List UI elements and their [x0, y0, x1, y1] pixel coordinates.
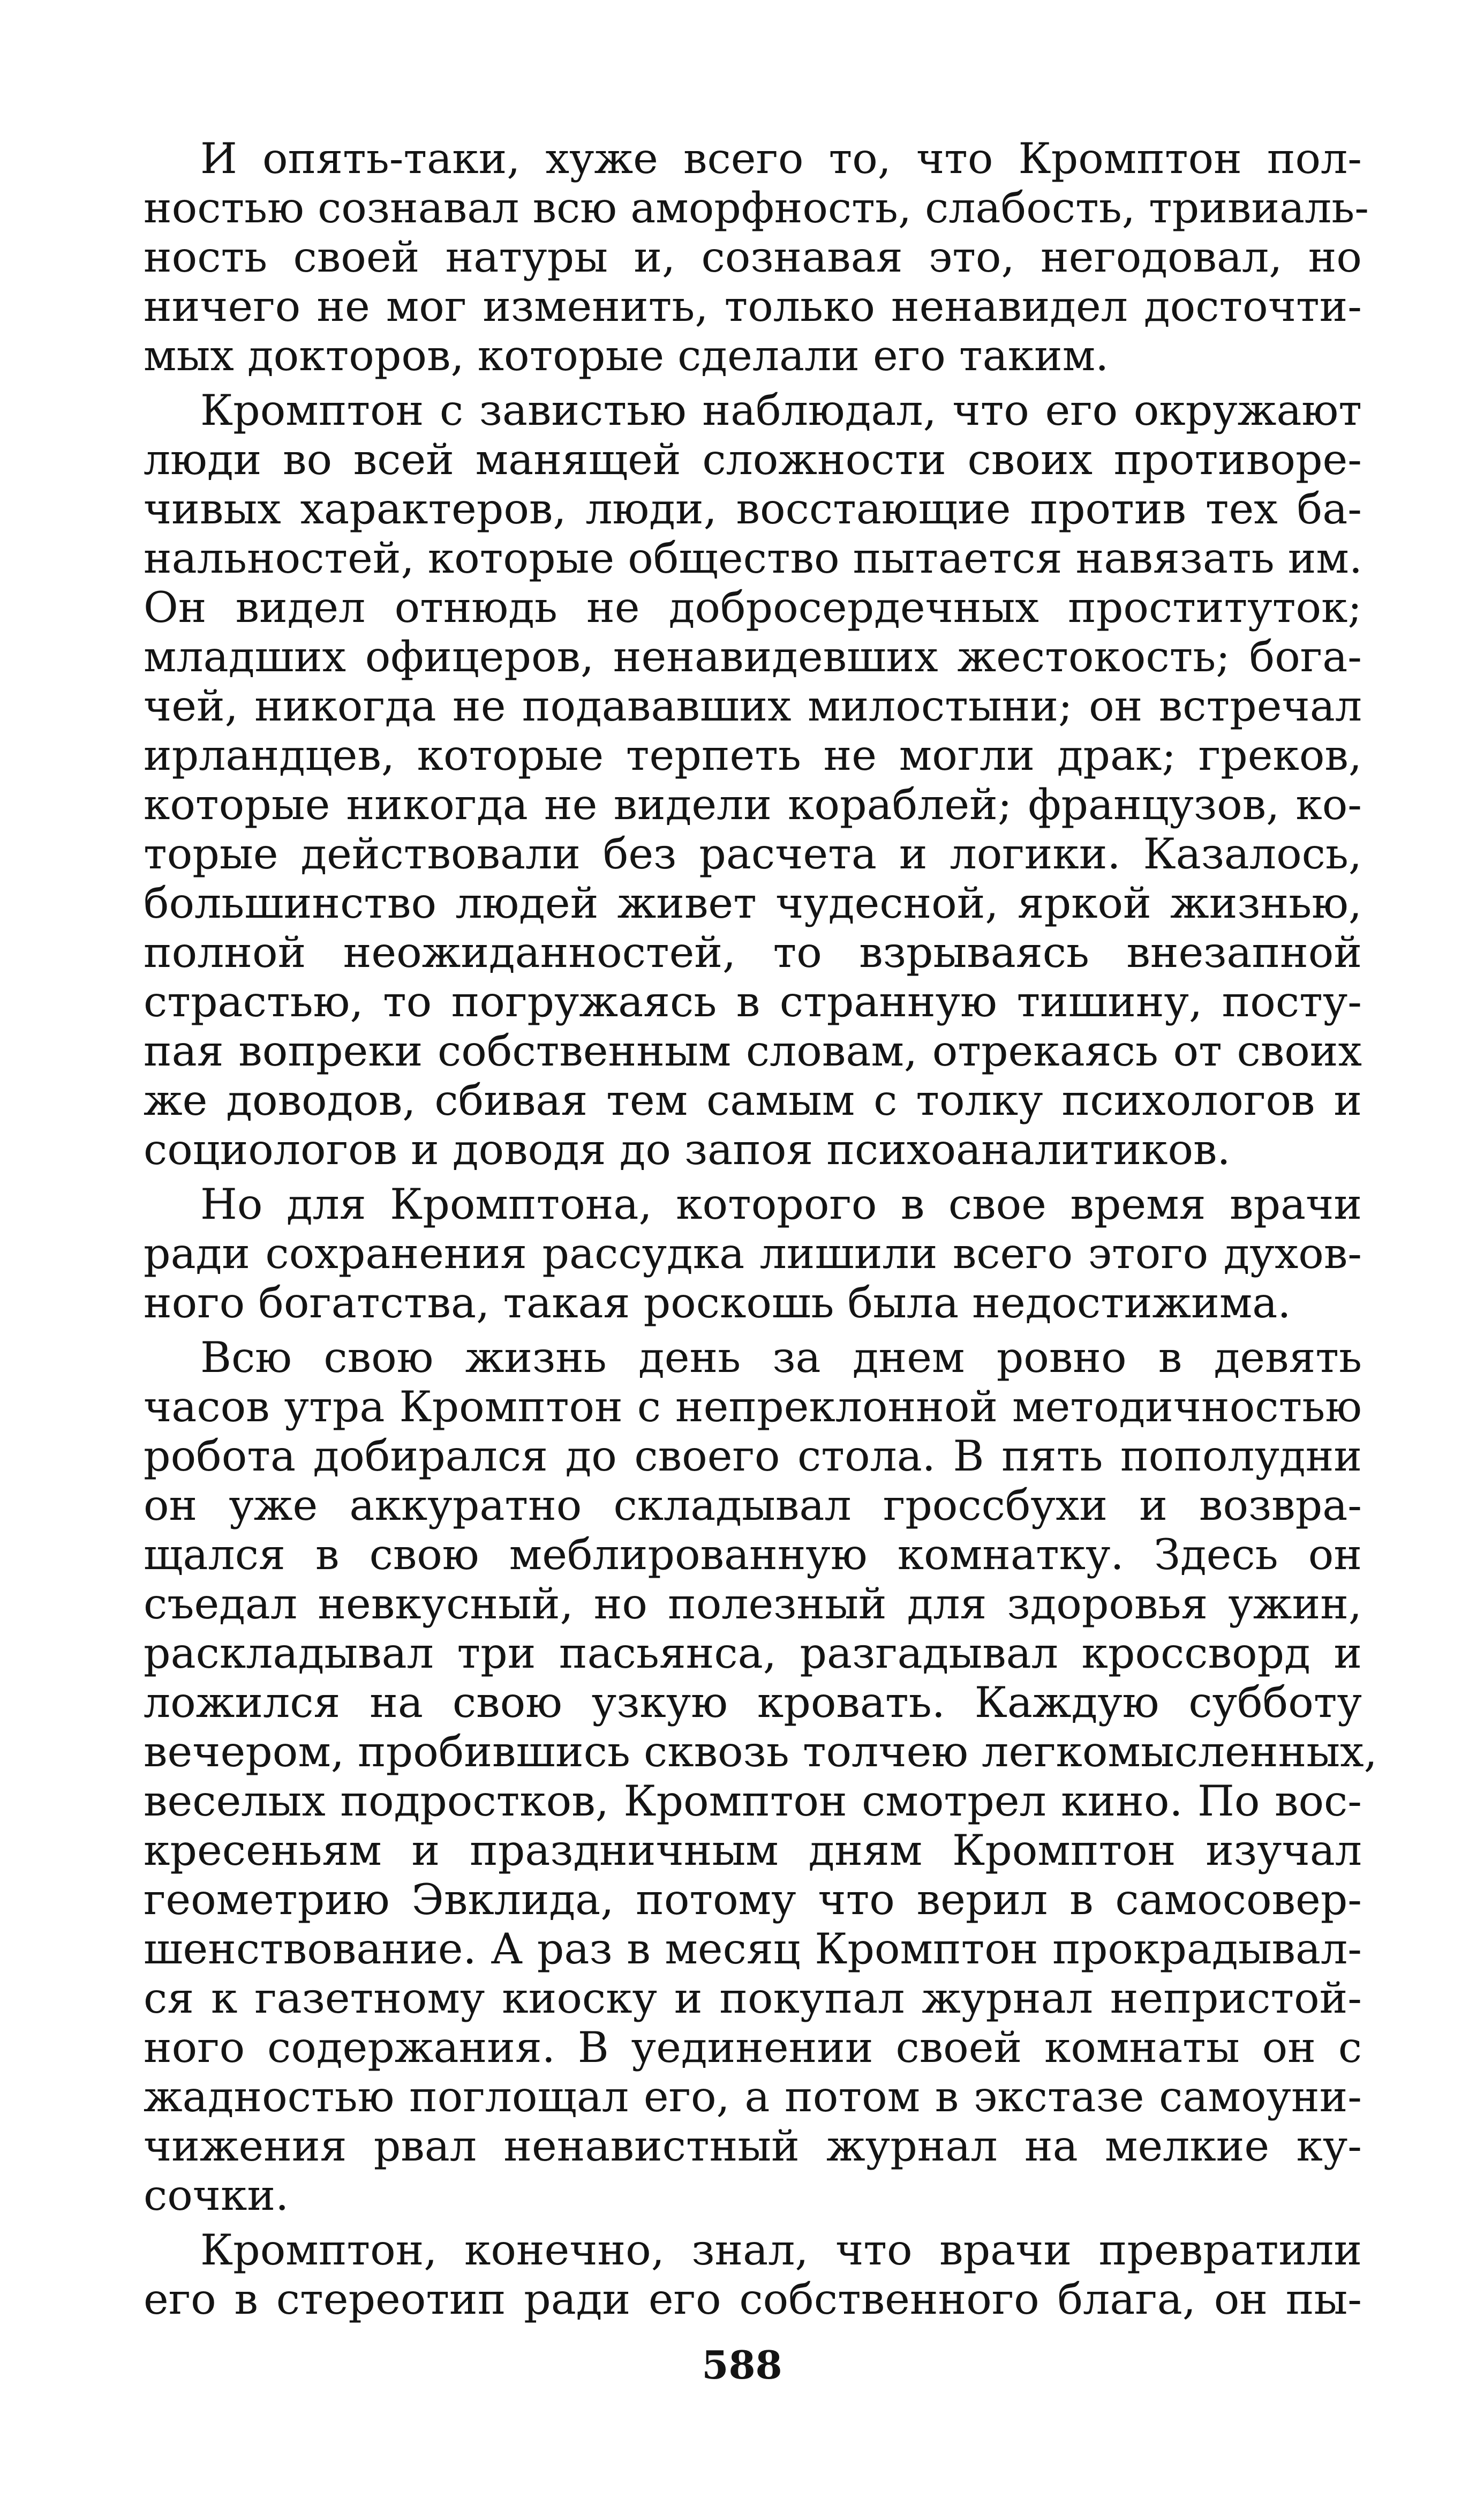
text-line: И опять-таки, хуже всего то, что Кромптон пол- [200, 134, 1362, 183]
text-line: вечером, пробившись сквозь толчею легкомысленных, [144, 1727, 1377, 1776]
text-line: веселых подростков, Кромптон смотрел кино. По вос- [144, 1776, 1362, 1826]
text-line: полной неожиданностей, то взрываясь внезапной [144, 928, 1362, 977]
paragraph-1 [144, 134, 1369, 380]
text-line: нальностей, которые общество пытается навязать им. [144, 534, 1362, 583]
text-line: он уже аккуратно складывал гроссбухи и возвра- [144, 1481, 1362, 1530]
text-line: Кромптон, конечно, знал, что врачи превратили [200, 2225, 1362, 2275]
text-line: люди во всей манящей сложности своих противоре- [144, 435, 1362, 484]
text-line: шенствование. А раз в месяц Кромптон прокрадывал- [144, 1924, 1362, 1974]
text-line: которые никогда не видели кораблей; французов, ко- [144, 780, 1362, 829]
text-line: ного богатства, такая роскошь была недостижима. [144, 1278, 1291, 1328]
text-line: кресеньям и праздничным дням Кромптон изучал [144, 1826, 1362, 1875]
page-number: 588 [702, 2342, 782, 2388]
text-line: съедал невкусный, но полезный для здоровья ужин, [144, 1579, 1362, 1629]
text-line: сочки. [144, 2171, 289, 2220]
text-line: геометрию Эвклида, потому что верил в самосовер- [144, 1875, 1362, 1924]
text-line: чижения рвал ненавистный журнал на мелкие ку- [144, 2121, 1362, 2171]
text-line: ирландцев, которые терпеть не могли драк; греков, [144, 731, 1362, 780]
text-line: ложился на свою узкую кровать. Каждую субботу [144, 1678, 1362, 1727]
text-line: ность своей натуры и, сознавая это, негодовал, но [144, 232, 1362, 282]
paragraph-2 [144, 386, 1362, 1174]
text-line: социологов и доводя до запоя психоаналитиков. [144, 1125, 1231, 1174]
text-line: Но для Кромптона, которого в свое время врачи [200, 1180, 1362, 1229]
paragraph-4 [144, 1333, 1377, 2220]
text-line: ся к газетному киоску и покупал журнал непристой- [144, 1974, 1362, 2023]
text-line: торые действовали без расчета и логики. Казалось, [144, 829, 1362, 879]
text-line: его в стереотип ради его собственного блага, он пы- [144, 2275, 1362, 2324]
text-line: ностью сознавал всю аморфность, слабость, тривиаль- [144, 183, 1369, 232]
body-text [144, 134, 1377, 2329]
text-line: чей, никогда не подававших милостыни; он встречал [144, 681, 1362, 731]
text-line: мых докторов, которые сделали его таким. [144, 331, 1109, 380]
text-line: щался в свою меблированную комнатку. Здесь он [144, 1530, 1362, 1579]
text-line: же доводов, сбивая тем самым с толку психологов и [144, 1076, 1362, 1125]
text-line: младших офицеров, ненавидевших жестокость; бога- [144, 632, 1362, 681]
text-line: ного содержания. В уединении своей комнаты он с [144, 2023, 1362, 2072]
text-line: большинство людей живет чудесной, яркой жизнью, [144, 879, 1362, 928]
text-line: чивых характеров, люди, восстающие против тех ба- [144, 484, 1362, 534]
text-line: жадностью поглощал его, а потом в экстазе самоуни- [144, 2072, 1362, 2121]
text-line: пая вопреки собственным словам, отрекаясь от своих [144, 1026, 1362, 1076]
text-line: ради сохранения рассудка лишили всего этого духов- [144, 1229, 1362, 1278]
text-line: Он видел отнюдь не добросердечных проституток; [144, 583, 1362, 632]
paragraph-5 [144, 2225, 1362, 2324]
paragraph-3 [144, 1180, 1362, 1328]
text-line: Кромптон с завистью наблюдал, что его окружают [200, 386, 1362, 435]
text-line: часов утра Кромптон с непреклонной методичностью [144, 1382, 1362, 1431]
text-line: робота добирался до своего стола. В пять пополудни [144, 1431, 1362, 1481]
text-line: Всю свою жизнь день за днем ровно в девять [200, 1333, 1362, 1382]
text-line: ничего не мог изменить, только ненавидел досточти- [144, 282, 1362, 331]
text-line: страстью, то погружаясь в странную тишину, посту- [144, 977, 1362, 1026]
text-line: раскладывал три пасьянса, разгадывал кроссворд и [144, 1629, 1362, 1678]
